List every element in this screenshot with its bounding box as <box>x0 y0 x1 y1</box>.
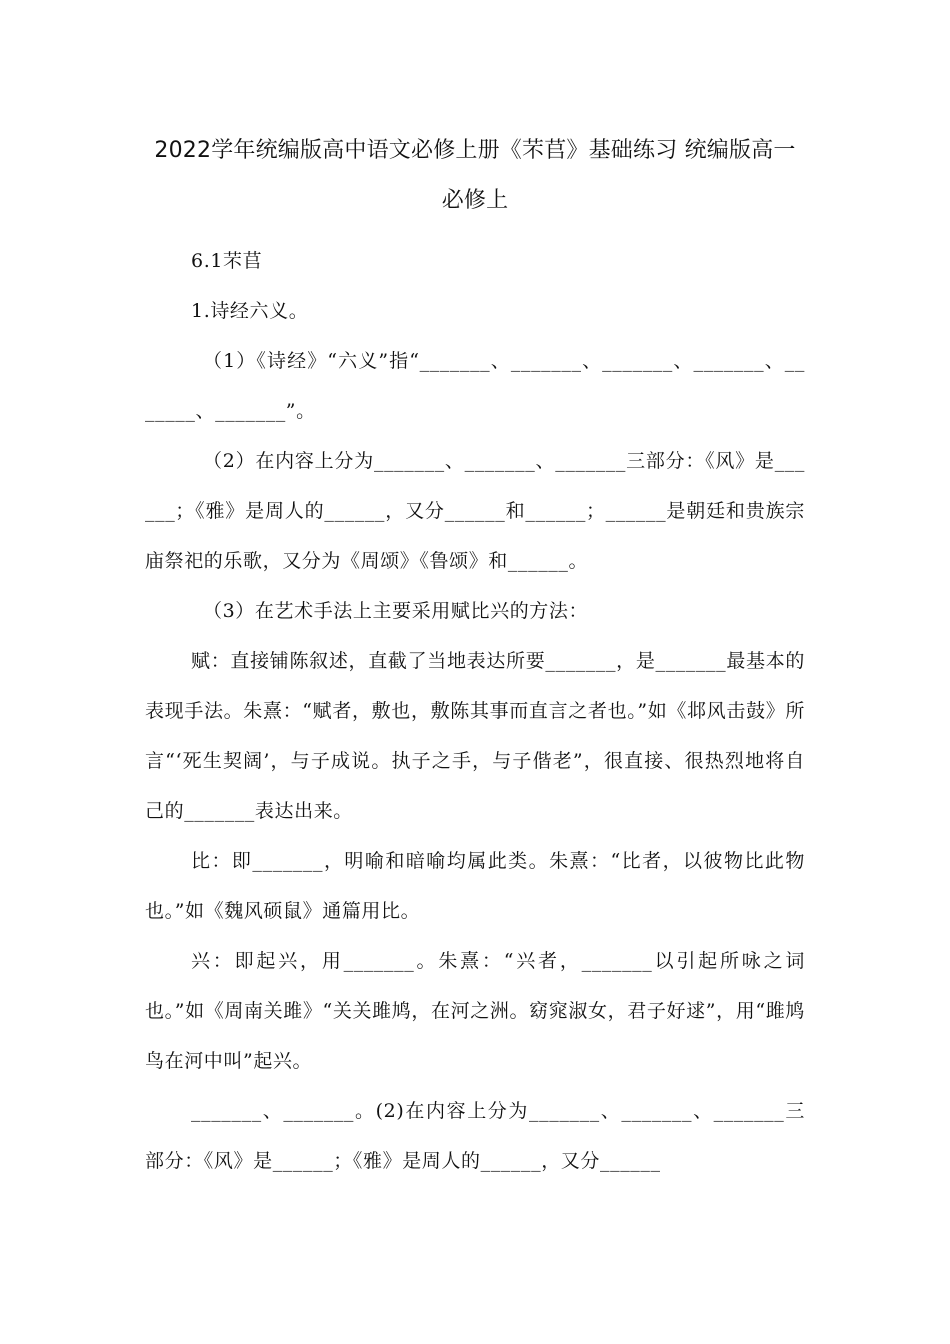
question-part-3: （3）在艺术手法上主要采用赋比兴的方法： <box>203 600 589 622</box>
paragraph-repeat: _______、_______。(2)在内容上分为_______、_______、_______三部分：《风》是______；《雅》是周人的______，又分______ <box>145 1100 805 1172</box>
paragraph-bi: 比：即_______，明喻和暗喻均属此类。朱熹：“比者，以彼物比此物也。”如《魏风硕鼠》通篇用比。 <box>145 850 805 922</box>
paragraph-fu: 赋：直接铺陈叙述，直截了当地表达所要_______，是_______最基本的表现手法。朱熹：“赋者，敷也，敷陈其事而直言之者也。”如《邶风击鼓》所言“‘死生契阔’，与子成说。执子之手，与子偕老”，很直接、很热烈地将自己的_______表达出来。 <box>145 650 805 822</box>
section-heading: 6.1芣苢 <box>191 250 263 272</box>
paragraph-xing: 兴：即起兴，用_______。朱熹：“兴者，_______以引起所咏之词也。”如《周南关雎》“关关雎鸠，在河之洲。窈窕淑女，君子好逑”，用“雎鸠鸟在河中叫”起兴。 <box>145 950 805 1072</box>
question-heading: 1.诗经六义。 <box>191 300 309 322</box>
question-part-2: （2）在内容上分为_______、_______、_______三部分：《风》是______；《雅》是周人的______，又分______和______；______是朝廷和贵族宗庙祭祀的乐歌，又分为《周颂》《鲁颂》和______。 <box>145 450 805 572</box>
document-title: 2022学年统编版高中语文必修上册《芣苢》基础练习 统编版高一必修上 <box>154 138 796 213</box>
question-part-1: （1）《诗经》“六义”指“_______、_______、_______、_______、_______、_______”。 <box>145 350 805 422</box>
document-page <box>145 0 805 1186</box>
